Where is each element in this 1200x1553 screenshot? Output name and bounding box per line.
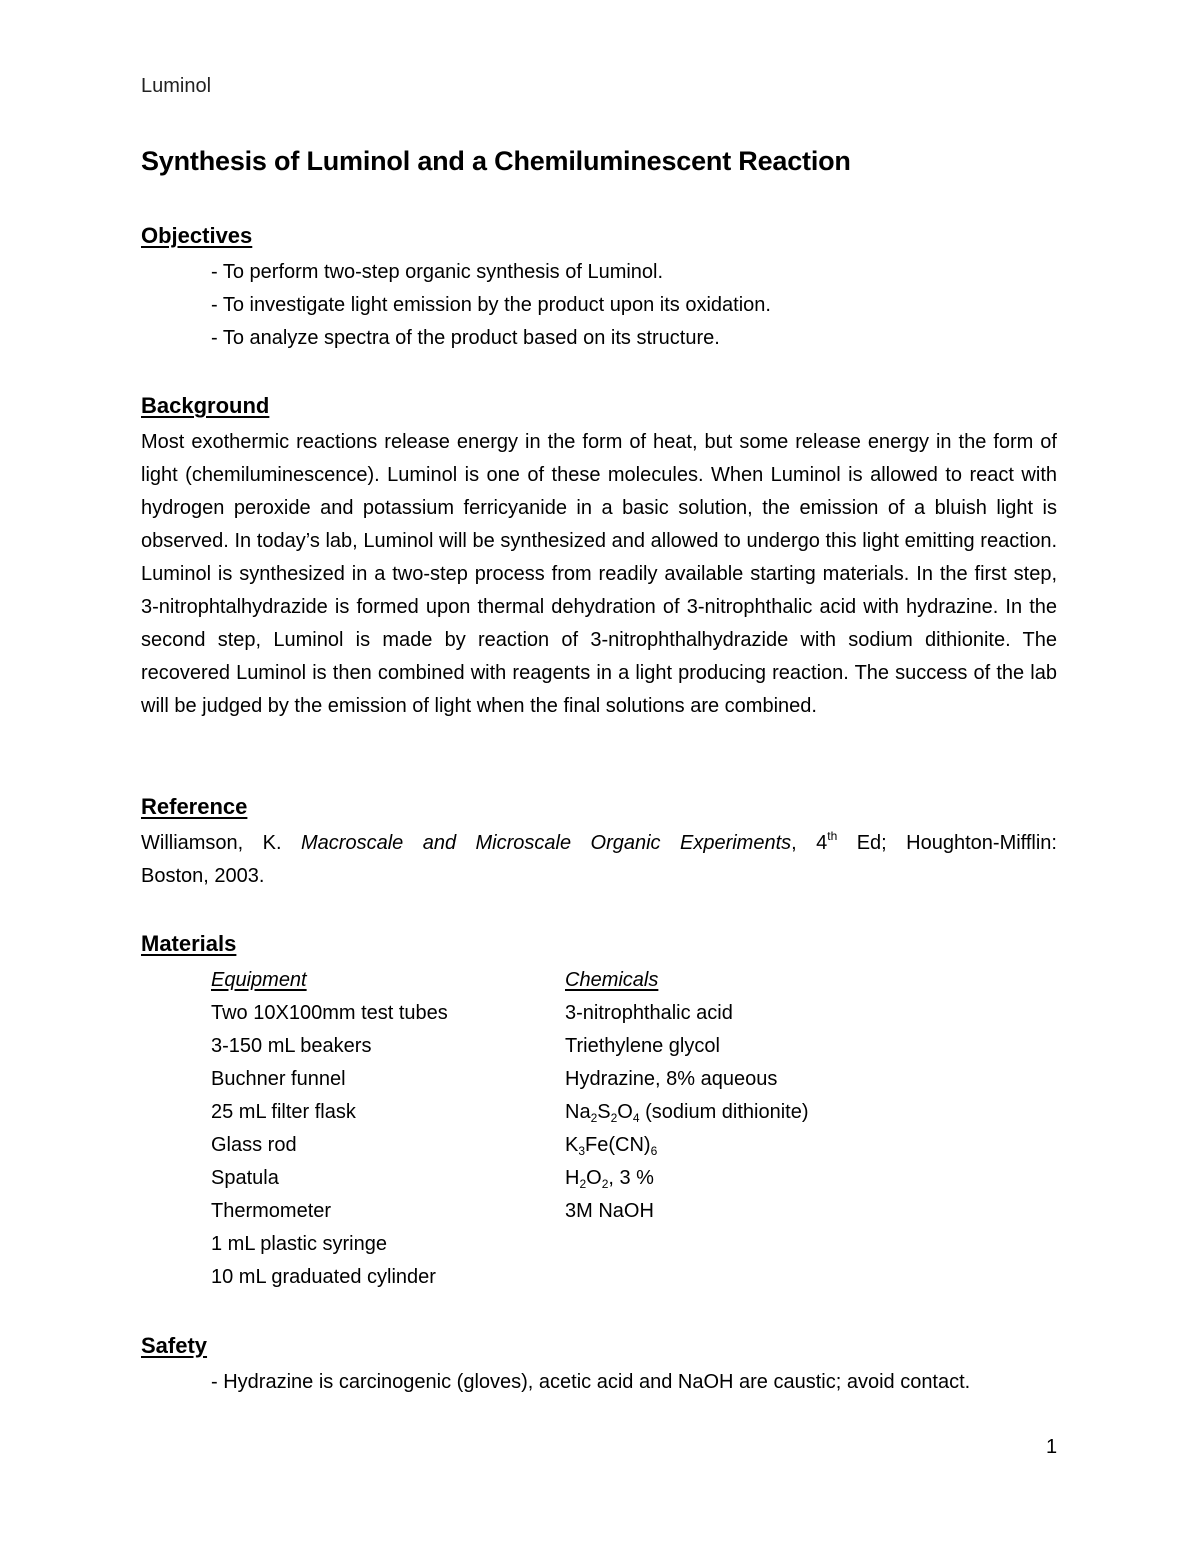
equipment-item: 25 mL filter flask bbox=[211, 1101, 356, 1123]
chemical-item-peroxide: $H_2O_2$, 3 % bbox=[565, 1167, 654, 1191]
chemicals-list bbox=[565, 964, 809, 1228]
background-paragraph: Most exothermic reactions release energy in the form of heat, but some release energy in the form of light (chemiluminescence). Luminol is one of these molecules. When Luminol is allowed to react with hydrogen peroxide and potassium ferricyanide in a basic solution, the emission of a bluish light is observed. In today’s lab, Luminol will be synthesized and allowed to undergo this light emitting reaction. Luminol is synthesized in a two-step process from readily available starting materials. In the first step, 3-nitrophtalhydrazide is formed upon thermal dehydration of 3-nitrophthalic acid with hydrazine. In the second step, Luminol is made by reaction of 3-nitrophthalhydrazide with sodium dithionite. The recovered Luminol is then combined with reagents in a light producing reaction. The success of the lab will be judged by the emission of light when the final solutions are combined. bbox=[141, 431, 1057, 717]
objective-item: - To perform two-step organic synthesis of Luminol. bbox=[211, 261, 664, 283]
reference-place-year: Boston, 2003. bbox=[141, 865, 265, 887]
reference-author: Williamson, K. bbox=[141, 832, 282, 854]
objective-item: - To investigate light emission by the product upon its oxidation. bbox=[211, 294, 771, 316]
objectives-heading: Objectives bbox=[141, 223, 253, 248]
equipment-item: Buchner funnel bbox=[211, 1068, 346, 1090]
chemical-item-dithionite: $Na_2S_2O_4$ (sodium dithionite) bbox=[565, 1101, 809, 1125]
running-header: Luminol bbox=[141, 75, 212, 97]
page-number: 1 bbox=[1046, 1436, 1058, 1458]
safety-list bbox=[211, 1366, 970, 1399]
equipment-item: 10 mL graduated cylinder bbox=[211, 1266, 436, 1288]
equipment-item: 1 mL plastic syringe bbox=[211, 1233, 387, 1255]
chemical-item-ferricyanide: $K_3Fe(CN)_6$ bbox=[565, 1134, 658, 1158]
equipment-item: Spatula bbox=[211, 1167, 279, 1189]
objective-item: - To analyze spectra of the product based on its structure. bbox=[211, 327, 720, 349]
reference-publisher: Ed; Houghton-Mifflin: bbox=[856, 832, 1057, 854]
equipment-item: 3-150 mL beakers bbox=[211, 1035, 372, 1057]
chemicals-column-header: Chemicals bbox=[565, 969, 659, 991]
equipment-column-header: Equipment bbox=[211, 969, 307, 991]
reference-edition-number: 4 bbox=[816, 832, 828, 854]
chemical-item: Triethylene glycol bbox=[565, 1035, 720, 1057]
reference-edition-suffix: th bbox=[827, 829, 838, 843]
chemical-item: 3-nitrophthalic acid bbox=[565, 1002, 733, 1024]
reference-book-title: Macroscale and Microscale Organic Experiments bbox=[301, 832, 792, 854]
equipment-item: Thermometer bbox=[211, 1200, 332, 1222]
equipment-list bbox=[211, 964, 448, 1294]
safety-item: - Hydrazine is carcinogenic (gloves), acetic acid and NaOH are caustic; avoid contact. bbox=[211, 1371, 971, 1393]
document-title: Synthesis of Luminol and a Chemiluminescent Reaction bbox=[141, 146, 851, 176]
reference-citation: Williamson, K. Macroscale and Microscale Organic Experiments, 4th Ed; Houghton-Mifflin: bbox=[141, 829, 1057, 854]
chemical-item: Hydrazine, 8% aqueous bbox=[565, 1068, 778, 1090]
chemical-item: 3M NaOH bbox=[565, 1200, 654, 1222]
reference-heading: Reference bbox=[141, 794, 248, 819]
equipment-item: Two 10X100mm test tubes bbox=[211, 1002, 448, 1024]
materials-heading: Materials bbox=[141, 931, 237, 956]
objectives-list bbox=[211, 256, 771, 355]
background-heading: Background bbox=[141, 393, 270, 418]
equipment-item: Glass rod bbox=[211, 1134, 297, 1156]
safety-heading: Safety bbox=[141, 1333, 208, 1358]
